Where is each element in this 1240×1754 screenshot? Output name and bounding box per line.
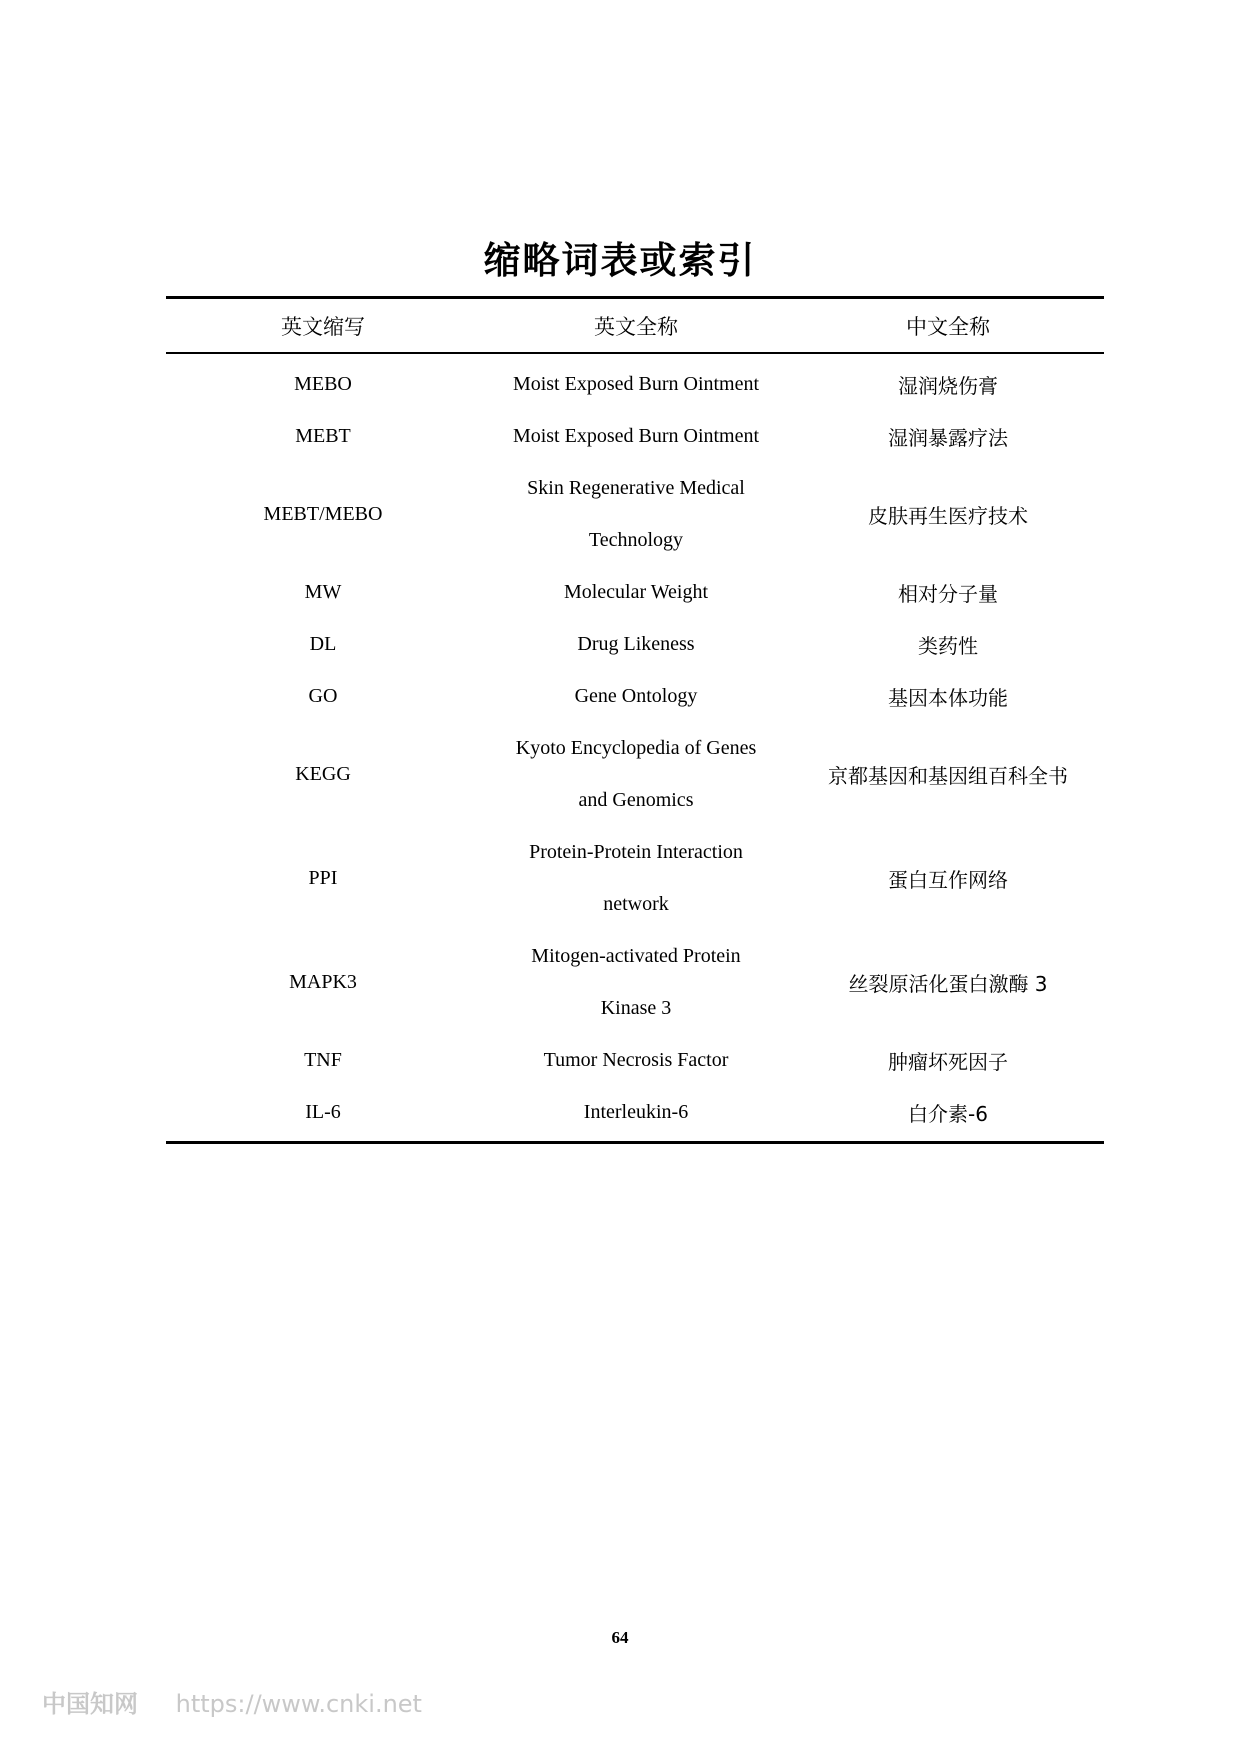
cell-chinese-full-name: 皮肤再生医疗技术: [868, 503, 1028, 528]
english-full-name-line: Molecular Weight: [563, 580, 709, 603]
table-row: [166, 618, 1104, 670]
cell-abbreviation: GO: [308, 684, 338, 707]
watermark-url: https://www.cnki.net: [175, 1690, 422, 1718]
cell-english-full-name: [480, 462, 792, 566]
table-row: [166, 670, 1104, 722]
cnki-watermark: [42, 1684, 422, 1719]
english-full-name-line: Mitogen-activated Protein: [531, 945, 741, 967]
table-row: [166, 1086, 1104, 1143]
cell-abbreviation: TNF: [304, 1048, 342, 1071]
cell-english-full-name: [480, 618, 792, 670]
cell-chinese-full-name: 京都基因和基因组百科全书: [828, 763, 1068, 788]
table-header-row: [166, 298, 1104, 354]
cell-chinese-full-name: 湿润暴露疗法: [888, 425, 1008, 450]
table-row: [166, 826, 1104, 930]
cell-english-full-name: [480, 1086, 792, 1143]
cell-chinese-full-name: 丝裂原活化蛋白激酶 3: [848, 971, 1048, 996]
cell-abbreviation: KEGG: [295, 762, 351, 785]
cell-abbreviation: MEBO: [294, 372, 352, 395]
cell-english-full-name: [480, 670, 792, 722]
header-abbreviation: 英文缩写: [281, 314, 365, 339]
english-full-name-line: Drug Likeness: [577, 632, 695, 655]
table-row: [166, 410, 1104, 462]
english-full-name-line: Protein-Protein Interaction: [529, 841, 743, 863]
cell-english-full-name: [480, 410, 792, 462]
cell-english-full-name: [480, 930, 792, 1034]
english-full-name-line: network: [603, 893, 669, 915]
table-row: [166, 353, 1104, 410]
table-row: [166, 566, 1104, 618]
table-row: [166, 930, 1104, 1034]
cell-english-full-name: [480, 826, 792, 930]
cell-chinese-full-name: 蛋白互作网络: [888, 867, 1008, 892]
cell-chinese-full-name: 湿润烧伤膏: [898, 373, 998, 398]
cell-english-full-name: [480, 353, 792, 410]
page-title: 缩略词表或索引: [483, 239, 757, 282]
header-english-full-name: 英文全称: [594, 314, 678, 339]
english-full-name-line: Kinase 3: [600, 997, 672, 1019]
cell-abbreviation: MEBT: [295, 424, 351, 447]
english-full-name-line: Technology: [588, 529, 684, 551]
table-row: [166, 462, 1104, 566]
table-row: [166, 1034, 1104, 1086]
cell-abbreviation: MAPK3: [289, 970, 357, 993]
abbreviation-table: [166, 296, 1104, 1144]
cell-chinese-full-name: 基因本体功能: [888, 685, 1008, 710]
cell-abbreviation: MW: [304, 580, 342, 603]
english-full-name-line: Tumor Necrosis Factor: [543, 1048, 729, 1071]
watermark-logo: 中国知网: [42, 1690, 138, 1718]
english-full-name-line: Moist Exposed Burn Ointment: [512, 372, 760, 395]
cell-chinese-full-name: 相对分子量: [898, 581, 998, 606]
page-number: 64: [611, 1628, 629, 1647]
cell-abbreviation: DL: [309, 632, 337, 655]
cell-chinese-full-name: 类药性: [918, 633, 978, 658]
english-full-name-line: Interleukin-6: [583, 1100, 689, 1123]
cell-english-full-name: [480, 1034, 792, 1086]
english-full-name-line: and Genomics: [578, 789, 694, 811]
cell-english-full-name: [480, 722, 792, 826]
cell-chinese-full-name: 肿瘤坏死因子: [888, 1049, 1008, 1074]
cell-english-full-name: [480, 566, 792, 618]
abbreviation-table-container: [166, 296, 1104, 1144]
cell-abbreviation: MEBT/MEBO: [263, 502, 383, 525]
table-row: [166, 722, 1104, 826]
english-full-name-line: Skin Regenerative Medical: [527, 477, 745, 499]
english-full-name-line: Gene Ontology: [574, 684, 698, 707]
english-full-name-line: Kyoto Encyclopedia of Genes: [515, 737, 757, 759]
english-full-name-line: Moist Exposed Burn Ointment: [512, 424, 760, 447]
header-chinese-full-name: 中文全称: [906, 314, 990, 339]
cell-chinese-full-name: 白介素-6: [908, 1101, 988, 1126]
cell-abbreviation: PPI: [308, 866, 338, 889]
cell-abbreviation: IL-6: [305, 1100, 341, 1123]
table-body: [166, 353, 1104, 1143]
